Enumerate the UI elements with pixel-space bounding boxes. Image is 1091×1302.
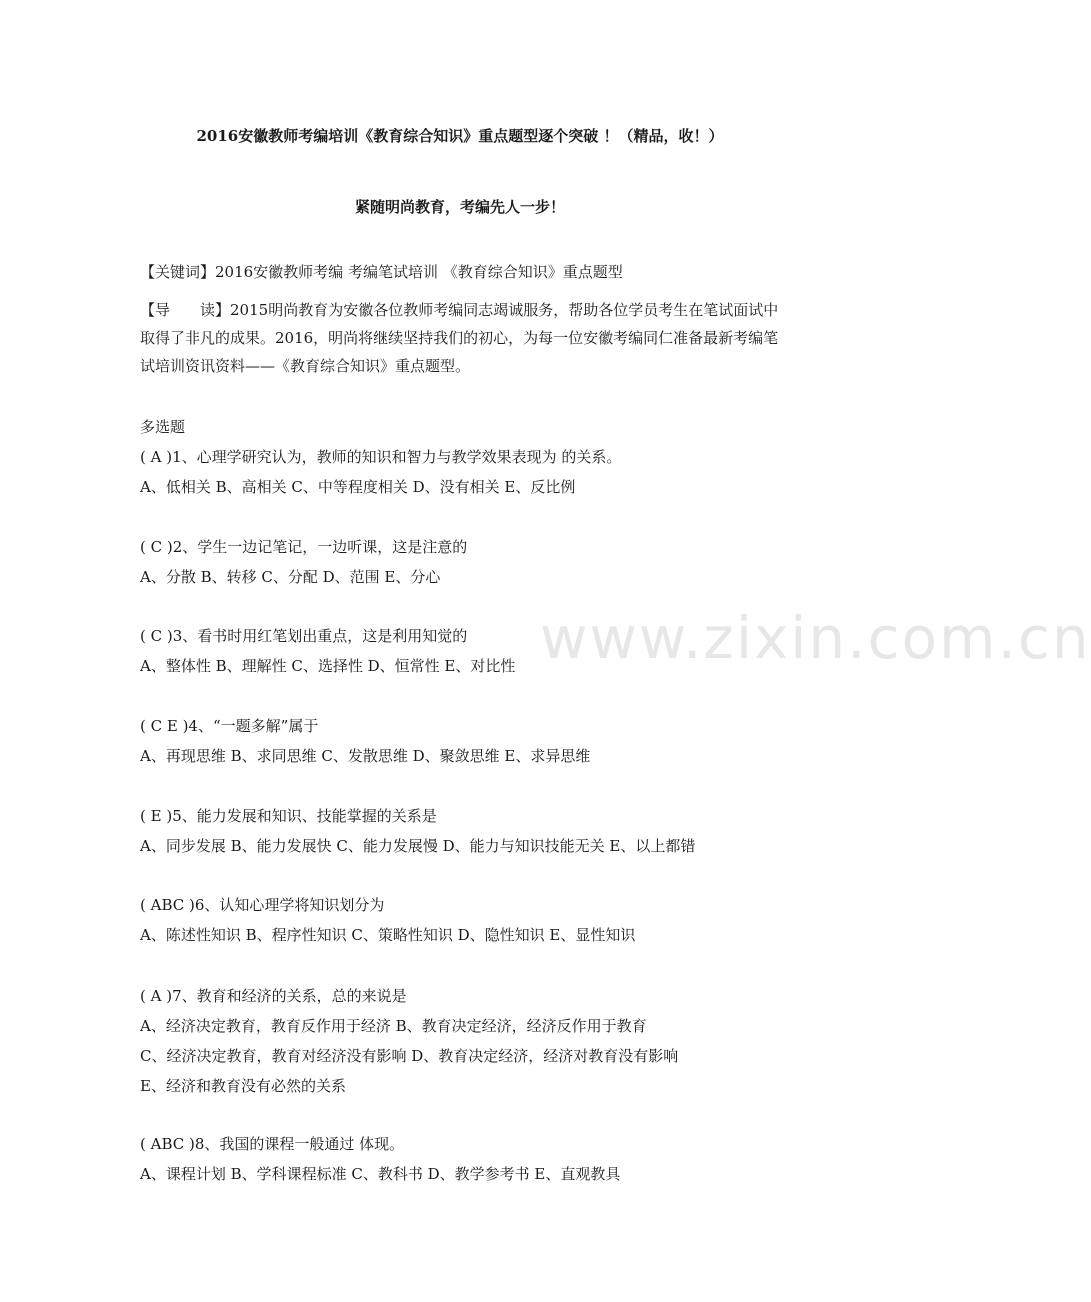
intro-paragraph (140, 296, 788, 380)
intro-label: 【导 读】 (140, 301, 231, 319)
watermark: www.zixin.com.cn (540, 604, 1091, 672)
question-options: A、低相关 B、高相关 C、中等程度相关 D、没有相关 E、反比例 (140, 478, 576, 496)
question-3 (140, 621, 515, 681)
question-options: A、再现思维 B、求同思维 C、发散思维 D、聚敛思维 E、求异思维 (140, 747, 591, 765)
keywords-line: 【关键词】2016安徽教师考编 考编笔试培训 《教育综合知识》重点题型 (140, 263, 623, 281)
question-8 (140, 1129, 620, 1189)
document-title: 2016安徽教师考编培训《教育综合知识》重点题型逐个突破 ！（精品，收！） (196, 127, 724, 145)
question-stem: ( C E )4、“一题多解”属于 (140, 717, 319, 735)
question-options: A、经济决定教育，教育反作用于经济 B、教育决定经济，经济反作用于教育 (140, 1017, 647, 1035)
question-options: A、陈述性知识 B、程序性知识 C、策略性知识 D、隐性知识 E、显性知识 (140, 926, 636, 944)
question-4 (140, 711, 590, 771)
question-2 (140, 532, 467, 592)
question-6 (140, 890, 635, 950)
intro-text: 2015明尚教育为安徽各位教师考编同志竭诚服务，帮助各位学员考生在笔试面试中取得了非凡的成果。2016，明尚将继续坚持我们的初心，为每一位安徽考编同仁准备最新考编笔试培训资讯资料——《教育综合知识》重点题型。 (140, 301, 779, 375)
question-options: A、课程计划 B、学科课程标准 C、教科书 D、教学参考书 E、直观教具 (140, 1165, 621, 1183)
question-options: E、经济和教育没有必然的关系 (140, 1077, 346, 1095)
question-1 (140, 442, 621, 502)
question-stem: ( C )3、看书时用红笔划出重点，这是利用知觉的 (140, 627, 468, 645)
question-stem: ( ABC )8、我国的课程一般通过 体现。 (140, 1135, 405, 1153)
section-title: 多选题 (140, 418, 186, 436)
question-stem: ( ABC )6、认知心理学将知识划分为 (140, 896, 385, 914)
question-stem: ( A )1、心理学研究认为，教师的知识和智力与教学效果表现为 的关系。 (140, 448, 622, 466)
question-options: C、经济决定教育，教育对经济没有影响 D、教育决定经济，经济对教育没有影响 (140, 1047, 679, 1065)
question-stem: ( C )2、学生一边记笔记，一边听课，这是注意的 (140, 538, 468, 556)
document-subtitle: 紧随明尚教育，考编先人一步！ (354, 198, 565, 216)
question-7 (140, 981, 678, 1101)
question-stem: ( A )7、教育和经济的关系，总的来说是 (140, 987, 407, 1005)
question-stem: ( E )5、能力发展和知识、技能掌握的关系是 (140, 807, 437, 825)
question-options: A、整体性 B、理解性 C、选择性 D、恒常性 E、对比性 (140, 657, 516, 675)
question-5 (140, 801, 695, 861)
question-options: A、同步发展 B、能力发展快 C、能力发展慢 D、能力与知识技能无关 E、以上都错 (140, 837, 696, 855)
question-options: A、分散 B、转移 C、分配 D、范围 E、分心 (140, 568, 441, 586)
